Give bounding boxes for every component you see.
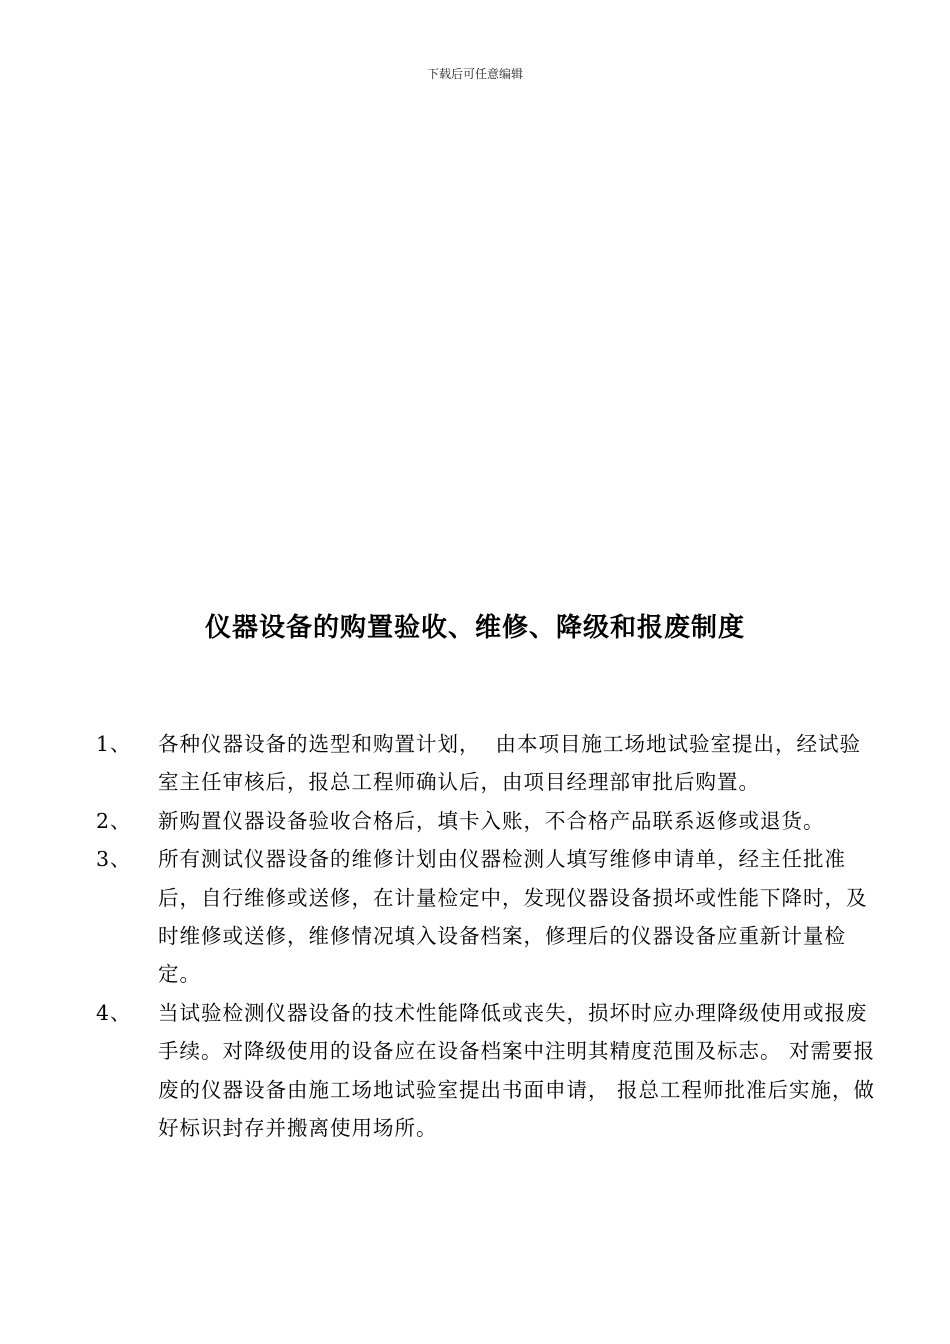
rule-number: 1、 xyxy=(96,732,132,756)
rules-list xyxy=(96,725,876,1147)
rule-item-3 xyxy=(96,840,876,994)
rule-text: 各种仪器设备的选型和购置计划， 由本项目施工场地试验室提出，经试验室主任审核后，报总工程师确认后，由项目经理部审批后购置。 xyxy=(158,732,862,795)
rule-number: 2、 xyxy=(96,808,132,833)
page-header-note: 下载后可任意编辑 xyxy=(426,67,523,81)
rule-number: 3、 xyxy=(96,847,132,872)
rule-number: 4、 xyxy=(96,1000,132,1025)
rule-item-1 xyxy=(96,725,876,802)
rule-item-4 xyxy=(96,994,876,1148)
rule-item-2 xyxy=(96,802,876,840)
rule-text: 当试验检测仪器设备的技术性能降低或丧失，损坏时应办理降级使用或报废手续。对降级使用的设备应在设备档案中注明其精度范围及标志。 对需要报废的仪器设备由施工场地试验室提出书面申请， 报总工程师批准后实施，做好标识封存并搬离使用场所。 xyxy=(158,1000,876,1141)
rule-text: 所有测试仪器设备的维修计划由仪器检测人填写维修申请单，经主任批准后，自行维修或送修，在计量检定中，发现仪器设备损坏或性能下降时，及时维修或送修，维修情况填入设备档案，修理后的仪器设备应重新计量检定。 xyxy=(158,847,868,987)
document-title: 仪器设备的购置验收、维修、降级和报废制度 xyxy=(204,613,745,643)
rule-text: 新购置仪器设备验收合格后，填卡入账，不合格产品联系返修或退货。 xyxy=(158,808,825,833)
